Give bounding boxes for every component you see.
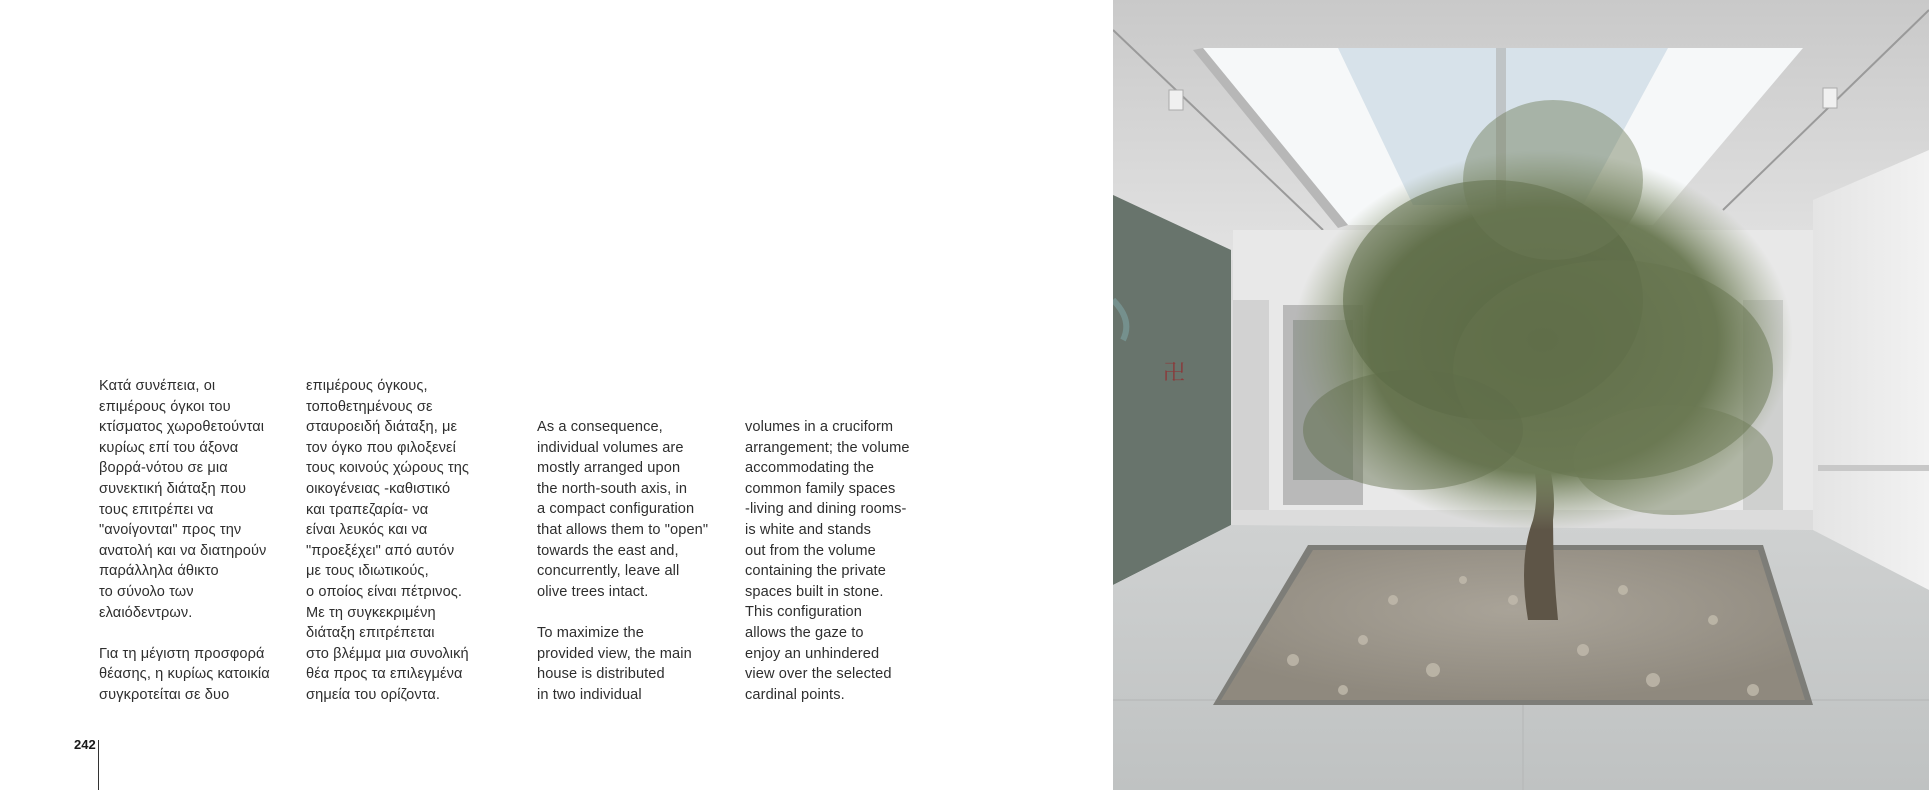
text-line: out from the volume [745,542,876,559]
page-number-rule [98,740,99,790]
text-line: house is distributed [537,666,665,683]
text-line: και τραπεζαρία- να [306,501,429,518]
text-line: "ανοίγονται" προς την [99,522,242,539]
text-line: mostly arranged upon [537,460,681,477]
english-paragraph-1 [537,417,737,602]
text-line: "προεξέχει" από αυτόν [306,542,455,559]
text-line: στο βλέμμα μια συνολική [306,645,469,662]
text-line: επιμέρους όγκους, [306,378,428,394]
text-line: τοποθετημένους σε [306,398,433,415]
text-line: θέα προς τα επιλεγμένα [306,666,463,683]
text-line: συγκροτείται σε δυο [99,686,230,703]
text-line: παράλληλα άθικτο [99,563,219,580]
text-line: τους επιτρέπει να [99,501,214,518]
text-line: κτίσματος χωροθετούνται [99,419,265,436]
text-line: provided view, the main [537,645,692,662]
text-line: ο οποίος είναι πέτρινος. [306,583,463,600]
text-line: To maximize the [537,624,644,641]
text-line: allows the gaze to [745,624,864,641]
text-line: τον όγκο που φιλοξενεί [306,439,456,456]
text-line: containing the private [745,563,886,580]
english-paragraph-3 [745,417,945,705]
text-line: cardinal points. [745,686,845,703]
text-line: επιμέρους όγκοι του [99,398,231,415]
text-line: Κατά συνέπεια, οι [99,378,216,394]
text-line: με τους ιδιωτικούς, [306,563,429,580]
text-line: ελαιόδεντρων. [99,604,193,621]
text-line: individual volumes are [537,439,684,456]
text-line: common family spaces [745,480,896,497]
english-text-column-2 [745,417,945,705]
text-line: σταυροειδή διάταξη, με [306,419,458,436]
greek-paragraph-3 [306,376,506,706]
text-line: accommodating the [745,460,875,477]
text-line: This configuration [745,604,862,621]
text-line: οικογένειας -καθιστικό [306,480,451,497]
greek-text-column-1 [99,376,299,706]
text-line: το σύνολο των [99,583,194,600]
text-line: a compact configuration [537,501,695,518]
greek-text-column-2 [306,376,506,706]
text-line: σημεία του ορίζοντα. [306,686,441,703]
text-line: spaces built in stone. [745,583,884,600]
english-paragraph-2 [537,623,737,705]
text-line: είναι λευκός και να [306,522,428,539]
text-line: volumes in a cruciform [745,419,894,435]
text-line: συνεκτική διάταξη που [99,480,247,497]
text-line: is white and stands [745,521,872,538]
text-line: arrangement; the volume [745,439,910,456]
greek-paragraph-2 [99,644,299,706]
text-line: διάταξη επιτρέπεται [306,625,435,642]
atrium-olive-tree-photo [1113,0,1929,790]
text-line: κυρίως επί του άξονα [99,439,239,456]
text-line: As a consequence, [537,419,663,435]
text-line: Με τη συγκεκριμένη [306,604,436,621]
page-number: 242 [74,737,96,752]
text-line: that allows them to "open" [537,521,709,538]
svg-text:卍: 卍 [1163,361,1186,386]
text-line: θέασης, η κυρίως κατοικία [99,666,270,683]
text-line: olive trees intact. [537,583,649,600]
text-line: concurrently, leave all [537,563,680,580]
text-line: -living and dining rooms- [745,501,907,518]
text-line: Για τη μέγιστη προσφορά [99,645,265,662]
text-line: enjoy an unhindered [745,645,880,662]
text-line: ανατολή και να διατηρούν [99,542,267,559]
text-line: τους κοινούς χώρους της [306,460,470,477]
text-line: towards the east and, [537,542,679,559]
text-line: in two individual [537,686,642,703]
greek-paragraph-1 [99,376,299,623]
text-line: view over the selected [745,666,892,683]
text-line: the north-south axis, in [537,480,688,497]
text-line: βορρά-νότου σε μια [99,460,228,477]
english-text-column-1 [537,417,737,705]
